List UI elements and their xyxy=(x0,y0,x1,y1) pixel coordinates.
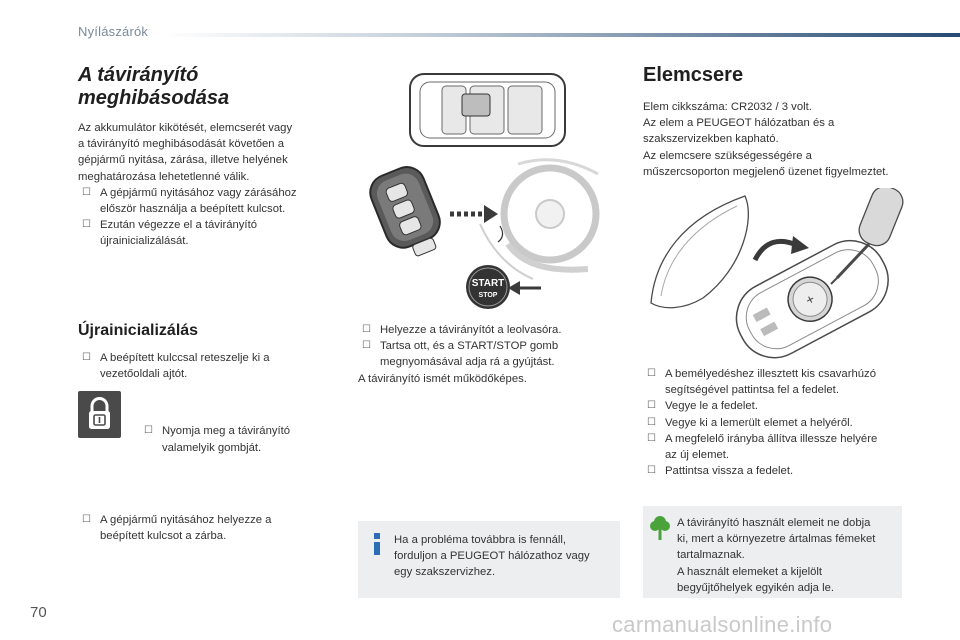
title-remote-failure: A távirányító meghibásodása xyxy=(78,64,230,109)
battery-intro xyxy=(643,99,908,180)
checkbox-bullet-icon: ☐ xyxy=(647,465,656,477)
battery-step xyxy=(643,398,908,414)
tree-icon xyxy=(649,514,671,540)
watermark: carmanualsonline.info xyxy=(612,612,833,637)
intro-line: a távirányító meghibásodását követően a xyxy=(78,138,284,151)
bullet-line: A gépjármű nyitásához vagy zárásához xyxy=(100,186,297,199)
steering-wheel xyxy=(480,160,598,279)
left-column xyxy=(78,64,348,250)
intro-line: Az akkumulátor kikötését, elemcserét vagy xyxy=(78,122,293,134)
padlock-icon xyxy=(78,391,121,438)
step-line: vezetőoldali ajtót. xyxy=(100,368,188,381)
step-line: A megfelelő irányba állítva illessze helyére xyxy=(665,432,878,445)
step-line: Tartsa ott, és a START/STOP gomb xyxy=(380,340,559,353)
bullet-line: újrainicializálását. xyxy=(100,235,189,248)
checkbox-bullet-icon: ☐ xyxy=(362,324,371,335)
intro-paragraph xyxy=(78,120,348,185)
step-line: megnyomásával adja rá a gyújtást. xyxy=(380,356,555,369)
eco-line: A használt elemeket a kijelölt xyxy=(677,565,823,578)
fob-body xyxy=(724,228,901,360)
key-fob xyxy=(365,162,450,265)
info-line: forduljon a PEUGEOT hálózathoz vagy xyxy=(394,550,590,563)
battery-replacement-illustration xyxy=(643,188,908,360)
info-line: egy szakszervizhez. xyxy=(394,566,496,579)
step-line: segítségével pattintsa fel a fedelet. xyxy=(665,384,839,397)
reinit-step-3 xyxy=(78,512,360,544)
reinit-step-1 xyxy=(78,350,360,382)
remote-and-start-illustration xyxy=(358,64,620,314)
info-text xyxy=(394,532,614,581)
step-line: A bemélyedéshez illesztett kis csavarhúzó xyxy=(665,368,876,380)
checkbox-bullet-icon: ☐ xyxy=(362,340,371,352)
checkbox-bullet-icon: ☐ xyxy=(82,513,91,525)
section-name: Nyílászárók xyxy=(78,24,149,39)
reinit-title: Újrainicializálás xyxy=(78,322,199,339)
step-line: Vegye le a fedelet. xyxy=(665,400,758,413)
title-battery-change: Elemcsere xyxy=(643,64,744,86)
step-line: az új elemet. xyxy=(665,449,730,462)
fob-cover xyxy=(651,196,748,308)
checkbox-bullet-icon: ☐ xyxy=(144,425,153,437)
intro-line: Az elemcsere szükségességére a xyxy=(643,149,812,162)
checkbox-bullet-icon: ☐ xyxy=(82,219,91,231)
checkbox-bullet-icon: ☐ xyxy=(647,432,656,444)
intro-line: meghatározása lehetetlenné válik. xyxy=(78,170,250,183)
step-line: Pattintsa vissza a fedelet. xyxy=(665,465,794,478)
step-line: valamelyik gombját. xyxy=(162,441,262,454)
step-line: beépített kulcsot a zárba. xyxy=(100,530,227,543)
checkbox-bullet-icon: ☐ xyxy=(82,352,91,363)
checkbox-bullet-icon: ☐ xyxy=(647,416,656,428)
padlock-icon-box xyxy=(78,391,121,438)
battery-steps xyxy=(643,366,908,479)
checkbox-bullet-icon: ☐ xyxy=(647,368,656,379)
step-4 xyxy=(358,322,620,338)
intro-line: Elem cikkszáma: CR2032 / 3 volt. xyxy=(643,101,812,113)
eco-line: ki, mert a környezetre ártalmas fémeket xyxy=(677,533,876,546)
battery-step xyxy=(643,415,908,431)
checkbox-bullet-icon: ☐ xyxy=(647,400,656,412)
intro-line: szakszervizekben kapható. xyxy=(643,133,779,146)
info-line: Ha a probléma továbbra is fennáll, xyxy=(394,534,567,546)
page-number: 70 xyxy=(30,604,47,621)
reinit-step-2 xyxy=(140,423,362,455)
eco-line: A távirányító használt elemeit ne dobja xyxy=(677,517,871,529)
step-line: A gépjármű nyitásához helyezze a xyxy=(100,513,272,526)
bullet-item xyxy=(78,185,348,217)
eco-line: begyűjtőhelyek egyikén adja le. xyxy=(677,581,835,594)
step-line: Helyezze a távirányítót a leolvasóra. xyxy=(380,324,562,336)
bullet-line: először használja a beépített kulcsot. xyxy=(100,203,286,216)
battery-step xyxy=(643,431,908,463)
intro-line: Az elem a PEUGEOT hálózatban és a xyxy=(643,117,835,130)
bullet-item xyxy=(78,217,348,249)
eco-text xyxy=(677,515,899,596)
start-stop-button-icon xyxy=(466,265,510,309)
info-icon xyxy=(370,533,384,555)
reinit-title-wrap xyxy=(78,322,198,340)
step-line: A beépített kulccsal reteszelje ki a xyxy=(100,352,270,364)
eco-note-box xyxy=(643,506,902,598)
header-bar xyxy=(163,33,960,37)
intro-line: gépjármű nyitása, zárása, illetve helyének xyxy=(78,154,288,167)
battery-step xyxy=(643,463,908,479)
middle-steps xyxy=(358,322,620,387)
result-text: A távirányító ismét működőképes. xyxy=(358,372,527,385)
step-line: Vegye ki a lemerült elemet a helyéről. xyxy=(665,416,853,429)
curved-arrow-icon xyxy=(498,226,503,242)
svg-text:+: + xyxy=(802,290,818,309)
info-note-box xyxy=(358,521,620,598)
dashed-arrow-icon xyxy=(450,205,498,223)
step-line: Nyomja meg a távirányító xyxy=(162,425,291,438)
start-label: START xyxy=(471,278,505,289)
bullet-line: Ezután végezze el a távirányító xyxy=(100,219,257,232)
arrow-to-start-icon xyxy=(508,281,541,295)
intro-line: műszercsoporton megjelenő üzenet figyelmeztet. xyxy=(643,165,889,178)
right-column xyxy=(643,64,908,180)
stop-label: STOP xyxy=(478,292,498,299)
checkbox-bullet-icon: ☐ xyxy=(82,186,91,198)
car-top-view xyxy=(410,74,565,146)
battery-step xyxy=(643,366,908,398)
eco-line: tartalmaznak. xyxy=(677,549,745,562)
step-5 xyxy=(358,338,620,370)
